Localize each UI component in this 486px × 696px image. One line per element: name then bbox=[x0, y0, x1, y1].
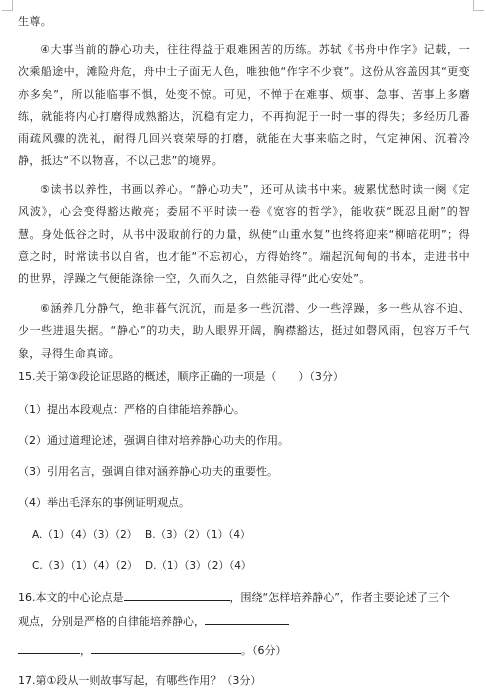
answer-blank-viewpoint-2-cont[interactable] bbox=[18, 641, 80, 654]
answer-blank-viewpoint-2[interactable] bbox=[205, 612, 289, 625]
question-16-text-c: 观点，分别是严格的自律能培养静心， bbox=[18, 615, 205, 628]
question-15-option-b: B.（3）（2）（1）（4） bbox=[145, 529, 251, 541]
page-corner-mark-right bbox=[473, 0, 484, 11]
paragraph-5: ⑤读书以养性，书画以养心。“静心功夫”，还可从读书中来。疲累忧愁时读一阕《定风波》，心会变得豁达敞亮；委屈不平时读一卷《宽容的哲学》，能收获“既忍且耐”的智慧。身处低谷之时，从书中汲取前行的力量，纵使“山重水复”也终将迎来“柳暗花明”；得意之时，时常读书以自省，也才能“不忘初心，方得始终”。端起沉甸甸的书本，走进书中的世界，浮躁之气便能涤徐一空，久而久之，自然能寻得“此心安处”。 bbox=[18, 183, 470, 286]
page-corner-mark-left bbox=[2, 0, 13, 11]
paragraph-continuation: 生尊。 bbox=[18, 15, 53, 28]
question-16-line-2 bbox=[18, 612, 470, 630]
question-15-item-3: （3）引用名言，强调自律对涵养静心功夫的重要性。 bbox=[18, 465, 278, 478]
question-16-score: 。（6分） bbox=[241, 644, 287, 657]
question-16-line-3 bbox=[18, 641, 470, 659]
answer-blank-viewpoint-3[interactable] bbox=[91, 641, 241, 654]
question-15-item-4: （4）举出毛泽东的事例证明观点。 bbox=[18, 496, 190, 509]
question-16-separator: ， bbox=[80, 644, 91, 657]
question-15-item-1: （1）提出本段观点：严格的自律能培养静心。 bbox=[18, 403, 245, 416]
question-15-option-d: D.（1）（3）（2）（4） bbox=[145, 560, 252, 572]
question-15-option-a: A.（1）（4）（3）（2） bbox=[32, 529, 138, 541]
question-17-stem: 17.第①段从一则故事写起，有哪些作用？（3分） bbox=[18, 674, 262, 687]
question-16-text-b: ，围绕“怎样培养静心”，作者主要论述了三个 bbox=[229, 591, 450, 604]
paragraph-6: ⑥涵养几分静气，绝非暮气沉沉，而是多一些沉潜、少一些浮躁，多一些从容不迫、少一些进退失据。“静心”的功夫，助人眼界开阔，胸襟豁达，挺过如磬风雨，包容万千气象，寻得生命真谛。 bbox=[18, 302, 470, 360]
question-16-text-a: 16.本文的中心论点是 bbox=[18, 591, 124, 604]
paragraph-4: ④大事当前的静心功夫，往往得益于艰难困苦的历练。苏轼《书舟中作字》记载，一次乘船途中，滩险舟危，舟中士子面无人色，唯独他“作字不少衰”。这份从容盖因其“更变亦多矣”，所以能临事不惧，处变不惊。可见，不惮于在难事、烦事、急事、苦事上多磨练，就能将内心打磨得成熟豁达，沉稳有定力，不再拘泥于一时一事的得失；多经历几番雨疏风骤的洗礼，耐得几回兴衰荣辱的打磨，就能在大事来临之时，气定神闲、沉着冷静，抵达“不以物喜，不以己悲”的境界。 bbox=[18, 43, 470, 168]
question-16-line-1 bbox=[18, 588, 470, 606]
answer-blank-central-argument[interactable] bbox=[124, 588, 230, 601]
question-15-option-c: C.（3）（1）（4）（2） bbox=[32, 560, 138, 572]
question-15-stem: 15.关于第③段论证思路的概述，顺序正确的一项是（ ）（3分） bbox=[18, 370, 344, 383]
question-15-item-2: （2）通过道理论述，强调自律对培养静心功夫的作用。 bbox=[18, 434, 289, 447]
